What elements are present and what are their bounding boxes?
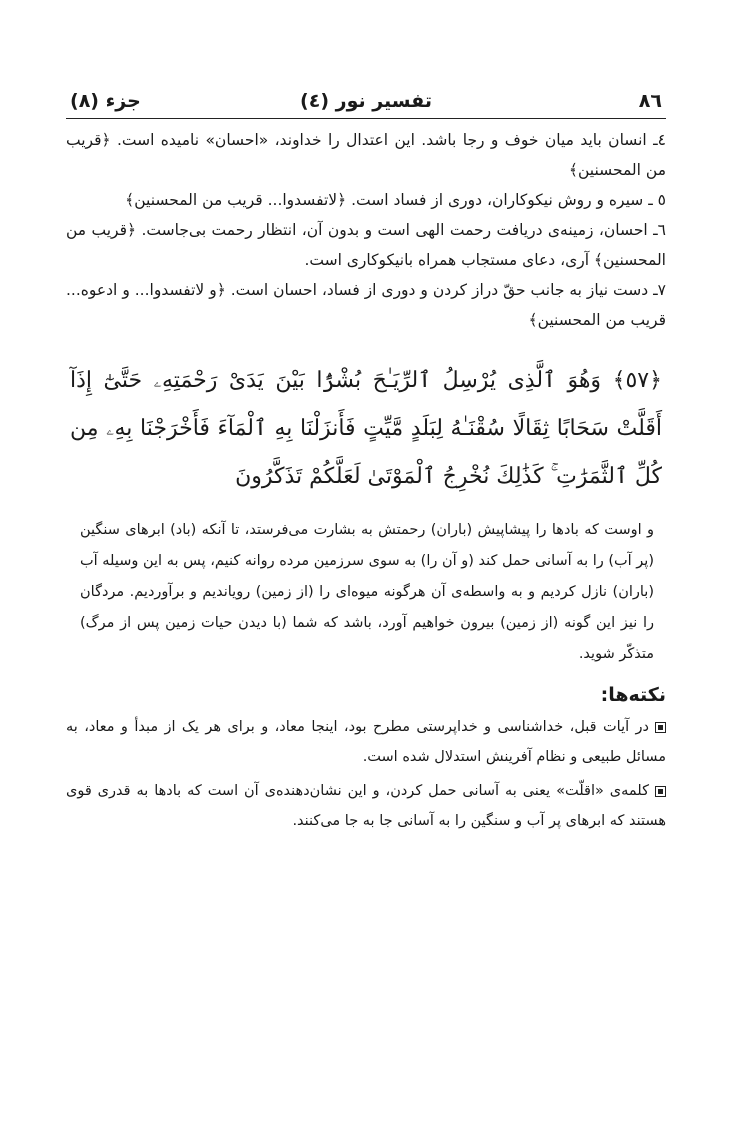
juz-label: جزء (٨) (70, 90, 141, 112)
square-bullet-icon (655, 786, 666, 797)
page-header (66, 84, 666, 119)
running-title: تفسیر نور (٤) (300, 90, 432, 112)
page-number: ٨٦ (638, 90, 662, 112)
verse-translation (66, 515, 666, 670)
quran-verse: ﴿٥٧﴾ وَهُوَ ٱلَّذِى يُرْسِلُ ٱلرِّيَـٰحَ بُشْرًۢا بَيْنَ يَدَىْ رَحْمَتِهِۦ حَتَّىٰٓ إِذَآ أَقَلَّتْ سَحَابًا ثِقَالًا سُقْنَـٰهُ لِبَلَدٍ مَّيِّتٍ فَأَنزَلْنَا بِهِ ٱلْمَآءَ فَأَخْرَجْنَا بِهِۦ مِن كُلِّ ٱلثَّمَرَٰتِ ۚ كَذَٰلِكَ نُخْرِجُ ٱلْمَوْتَىٰ لَعَلَّكُمْ تَذَكَّرُونَ (70, 368, 662, 489)
notes-heading: نکته‌ها: (600, 684, 666, 706)
lesson-item: ٤ـ انسان باید میان خوف و رجا باشد. این اعتدال را خداوند، «احسان» نامیده است. ﴿قریب من المحسنین﴾ (66, 131, 666, 179)
lesson-item: ٥ ـ سیره و روش نیکوکاران، دوری از فساد است. ﴿لاتفسدوا... قریب من المحسنین﴾ (125, 191, 666, 209)
note-text: کلمه‌ی «اقلّت» یعنی به آسانی حمل کردن، و این نشان‌دهنده‌ی آن است که بادها به قدری قوی هستند که ابرهای پر آب و سنگین را به آسانی جا به جا می‌کنند. (66, 783, 666, 829)
book-page (66, 84, 666, 840)
note-item (66, 712, 666, 772)
notes-list (66, 712, 666, 836)
square-bullet-icon (655, 722, 666, 733)
note-text: در آیات قبل، خداشناسی و خداپرستی مطرح بود، اینجا معاد، و برای هر یک از مبدأ و معاد، به مسائل طبیعی و نظام آفرینش استدلال شده است. (66, 719, 666, 765)
translation-paragraph: و اوست که بادها را پیشاپیش (باران) رحمتش به بشارت می‌فرستد، تا آنکه (باد) ابرهای سنگین (پر آب) را به آسانی حمل کند (و آن را) به سوی سرزمین مرده روانه کنیم، پس به این وسیله آب (باران) نازل کردیم و به واسطه‌ی آن هرگونه میوه‌ای را (از زمین) رویاندیم و برآوردیم. مردگان را نیز این گونه (از زمین) بیرون خواهیم آورد، باشد که شما (با دیدن حیات زمین پس از مرگ) متذکّر شوید. (79, 522, 654, 662)
note-item (66, 776, 666, 836)
lesson-item: ٦ـ احسان، زمینه‌ی دریافت رحمت الهی است و بدون آن، انتظار رحمت بی‌جاست. ﴿قریب من المحسنین﴾ آری، دعای مستجاب همراه بانیکوکاری است. (66, 221, 666, 269)
lessons-list (66, 125, 666, 335)
lesson-item: ٧ـ دست نیاز به جانب حقّ دراز کردن و دوری از فساد، احسان است. ﴿و لاتفسدوا... و ادعوه... قریب من المحسنین﴾ (66, 281, 666, 329)
